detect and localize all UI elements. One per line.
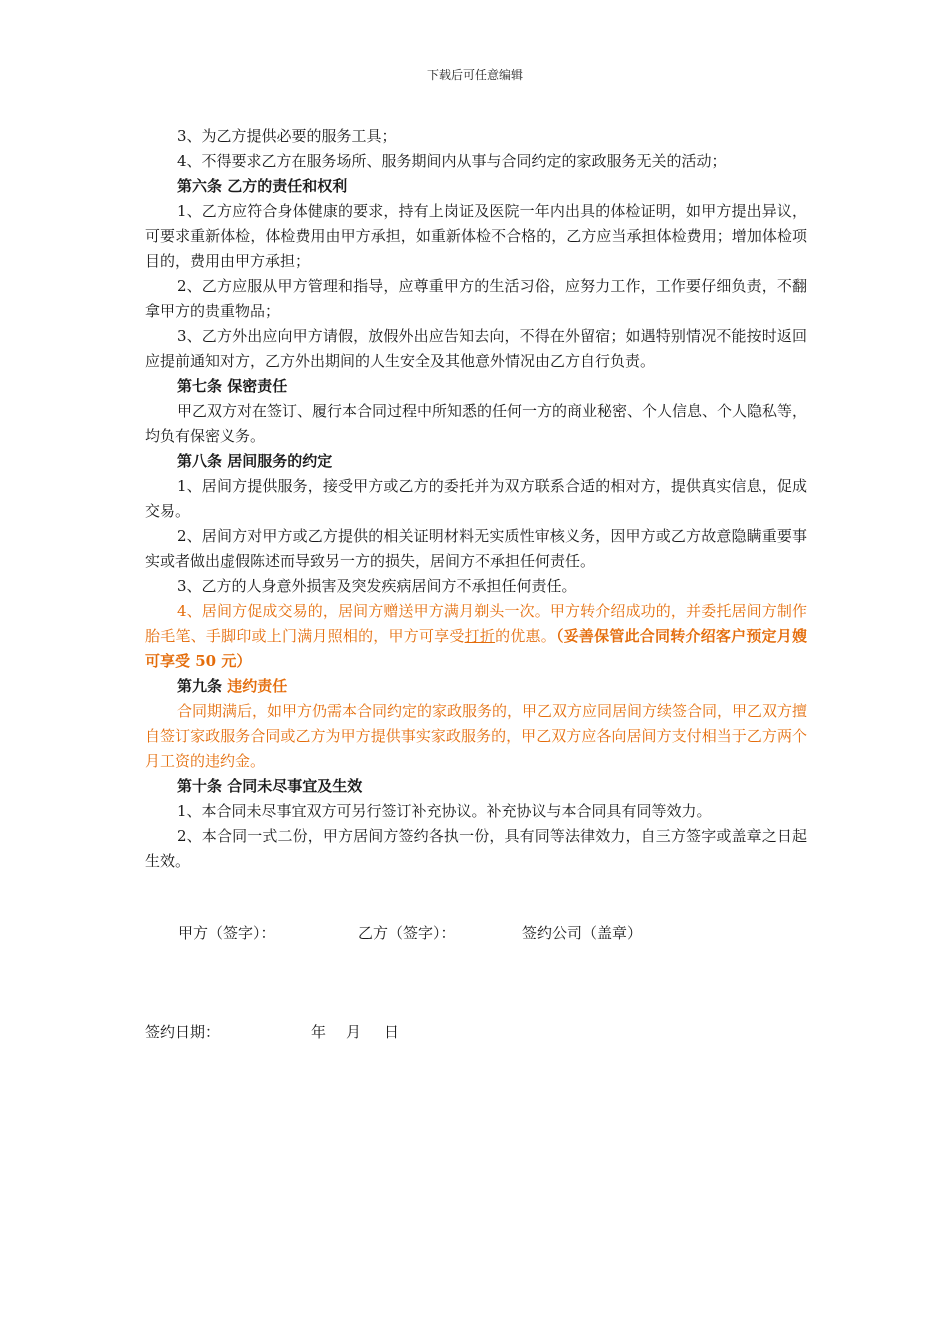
clause-paragraph: 3、乙方的人身意外损害及突发疾病居间方不承担任何责任。 — [177, 577, 577, 595]
article-heading-8: 第八条 居间服务的约定 — [177, 452, 333, 470]
clause-paragraph: 1、本合同未尽事宜双方可另行签订补充协议。补充协议与本合同具有同等效力。 — [177, 802, 712, 820]
signing-date-label: 签约日期： — [145, 1023, 221, 1041]
article-heading-10: 第十条 合同未尽事宜及生效 — [177, 777, 363, 795]
article-heading-9-title: 违约责任 — [227, 677, 288, 695]
highlighted-clause-text-end: 的优惠。 — [495, 627, 556, 645]
clause-paragraph: 2、乙方应服从甲方管理和指导，应尊重甲方的生活习俗，应努力工作，工作要仔细负责，不翻拿甲方的贵重物品； — [145, 277, 807, 320]
clause-paragraph: 3、为乙方提供必要的服务工具； — [177, 127, 397, 145]
party-b-signature-label: 乙方（签字）： — [358, 924, 456, 942]
article-heading-6: 第六条 乙方的责任和权利 — [177, 177, 348, 195]
clause-paragraph: 4、不得要求乙方在服务场所、服务期间内从事与合同约定的家政服务无关的活动； — [177, 152, 727, 170]
date-day: 日 — [384, 1023, 400, 1041]
contract-body — [145, 124, 807, 874]
article-heading-9-label: 第九条 — [177, 677, 228, 695]
clause-paragraph: 2、本合同一式二份，甲方居间方签约各执一份，具有同等法律效力，自三方签字或盖章之日起生效。 — [145, 827, 807, 870]
party-a-signature-label: 甲方（签字）： — [178, 924, 276, 942]
date-month: 月 — [346, 1023, 362, 1041]
clause-paragraph: 1、乙方应符合身体健康的要求，持有上岗证及医院一年内出具的体检证明，如甲方提出异议，可要求重新体检，体检费用由甲方承担，如重新体检不合格的，乙方应当承担体检费用；增加体检项目的，费用由甲方承担； — [145, 202, 807, 270]
referral-note: （妥善保管此合同转介绍客户预定月嫂可享受 50 元） — [145, 627, 807, 670]
date-year: 年 — [311, 1023, 327, 1041]
article-heading-9 — [145, 674, 807, 699]
highlighted-clause-text: 4、居间方促成交易的，居间方赠送甲方满月剃头一次。甲方转介绍成功的，并委托居间方制作胎毛笔、手脚印或上门满月照相的，甲方可享受 — [145, 602, 807, 645]
clause-paragraph: 1、居间方提供服务，接受甲方或乙方的委托并为双方联系合适的相对方，提供真实信息，促成交易。 — [145, 477, 807, 520]
highlighted-clause — [145, 599, 807, 674]
clause-paragraph: 2、居间方对甲方或乙方提供的相关证明材料无实质性审核义务，因甲方或乙方故意隐瞒重要事实或者做出虚假陈述而导致另一方的损失，居间方不承担任何责任。 — [145, 527, 807, 570]
article-heading-7: 第七条 保密责任 — [177, 377, 288, 395]
company-seal-label: 签约公司（盖章） — [522, 924, 643, 942]
header-note: 下载后可任意编辑 — [426, 68, 523, 82]
discount-link-text: 打折 — [464, 627, 496, 645]
breach-clause: 合同期满后，如甲方仍需本合同约定的家政服务的，甲乙双方应同居间方续签合同，甲乙双方擅自签订家政服务合同或乙方为甲方提供事实家政服务的，甲乙双方应各向居间方支付相当于乙方两个月工资的违约金。 — [145, 702, 808, 770]
clause-paragraph: 甲乙双方对在签订、履行本合同过程中所知悉的任何一方的商业秘密、个人信息、个人隐私等，均负有保密义务。 — [145, 402, 808, 445]
clause-paragraph: 3、乙方外出应向甲方请假，放假外出应告知去向，不得在外留宿；如遇特别情况不能按时返回应提前通知对方，乙方外出期间的人生安全及其他意外情况由乙方自行负责。 — [145, 327, 807, 370]
